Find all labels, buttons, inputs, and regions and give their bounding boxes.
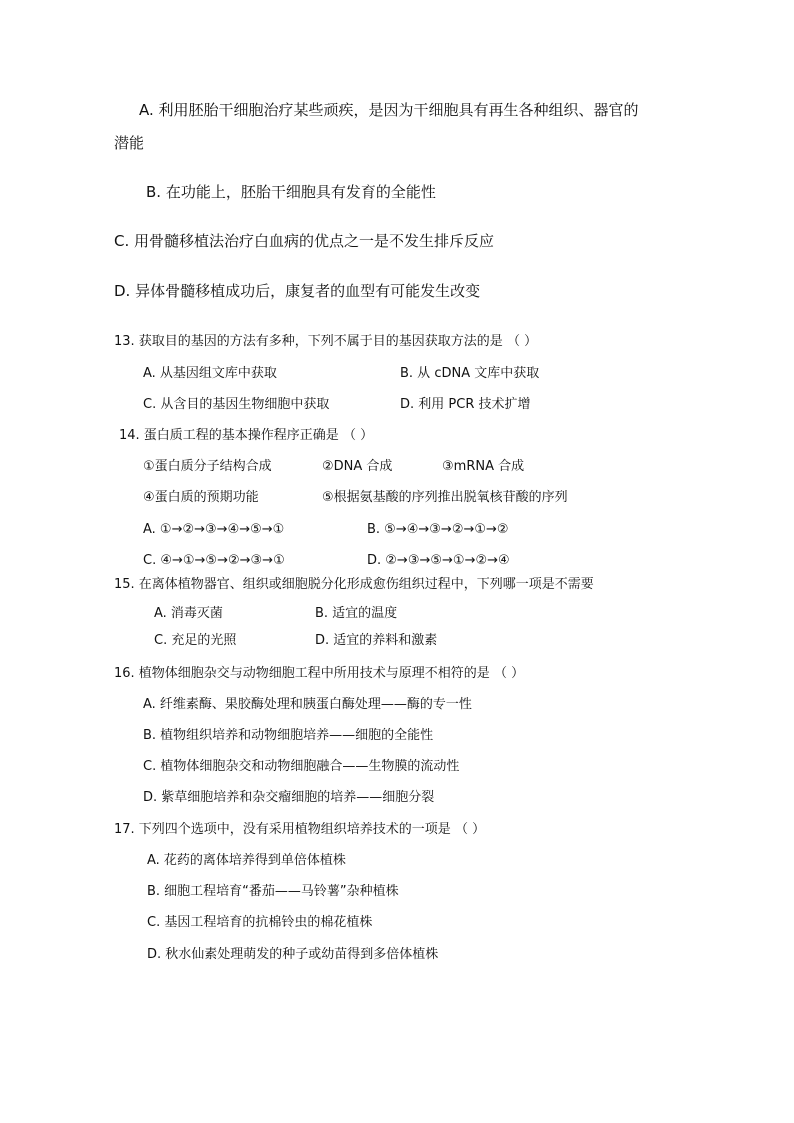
q14-item-3: ③mRNA 合成: [442, 459, 525, 474]
q16-option-a: A. 纤维素酶、果胶酶处理和胰蛋白酶处理——酶的专一性: [143, 697, 472, 712]
q14-option-c: C. ④→①→⑤→②→③→①: [143, 553, 285, 568]
q13-option-a: A. 从基因组文库中获取: [143, 366, 277, 381]
q15-option-b: B. 适宜的温度: [315, 606, 398, 621]
q16-option-c: C. 植物体细胞杂交和动物细胞融合——生物膜的流动性: [143, 759, 460, 774]
q14-item-5: ⑤根据氨基酸的序列推出脱氧核苷酸的序列: [322, 490, 568, 505]
q12-option-a-line2: 潜能: [114, 134, 145, 152]
q14-item-4: ④蛋白质的预期功能: [143, 490, 259, 505]
q17-option-a: A. 花药的离体培养得到单倍体植株: [147, 853, 346, 868]
q17-option-d: D. 秋水仙素处理萌发的种子或幼苗得到多倍体植株: [147, 947, 439, 962]
q13-stem: 13. 获取目的基因的方法有多种，下列不属于目的基因获取方法的是 （ ）: [114, 334, 538, 349]
q14-item-2: ②DNA 合成: [322, 459, 393, 474]
q14-option-b: B. ⑤→④→③→②→①→②: [367, 522, 509, 537]
q13-option-b: B. 从 cDNA 文库中获取: [400, 366, 540, 381]
q14-stem: 14. 蛋白质工程的基本操作程序正确是 （ ）: [119, 428, 374, 443]
q12-option-b: B. 在功能上，胚胎干细胞具有发育的全能性: [146, 183, 436, 201]
q15-option-a: A. 消毒灭菌: [154, 606, 223, 621]
q12-option-a-line1: A. 利用胚胎干细胞治疗某些顽疾，是因为干细胞具有再生各种组织、器官的: [139, 101, 639, 119]
q13-option-d: D. 利用 PCR 技术扩增: [400, 397, 531, 412]
q16-option-d: D. 紫草细胞培养和杂交瘤细胞的培养——细胞分裂: [143, 790, 435, 805]
q12-option-c: C. 用骨髓移植法治疗白血病的优点之一是不发生排斥反应: [114, 232, 495, 250]
q17-option-c: C. 基因工程培育的抗棉铃虫的棉花植株: [147, 915, 373, 930]
q16-option-b: B. 植物组织培养和动物细胞培养——细胞的全能性: [143, 728, 434, 743]
q17-stem: 17. 下列四个选项中，没有采用植物组织培养技术的一项是 （ ）: [114, 822, 486, 837]
q15-stem: 15. 在离体植物器官、组织或细胞脱分化形成愈伤组织过程中，下列哪一项是不需要: [114, 577, 594, 592]
q16-stem: 16. 植物体细胞杂交与动物细胞工程中所用技术与原理不相符的是 （ ）: [114, 666, 525, 681]
q14-item-1: ①蛋白质分子结构合成: [143, 459, 272, 474]
q14-option-d: D. ②→③→⑤→①→②→④: [367, 553, 510, 568]
q17-option-b: B. 细胞工程培育“番茄——马铃薯”杂种植株: [147, 884, 399, 899]
q14-option-a: A. ①→②→③→④→⑤→①: [143, 522, 285, 537]
q12-option-d: D. 异体骨髓移植成功后，康复者的血型有可能发生改变: [114, 282, 481, 300]
q13-option-c: C. 从含目的基因生物细胞中获取: [143, 397, 330, 412]
q15-option-d: D. 适宜的养料和激素: [315, 633, 438, 648]
q15-option-c: C. 充足的光照: [154, 633, 237, 648]
